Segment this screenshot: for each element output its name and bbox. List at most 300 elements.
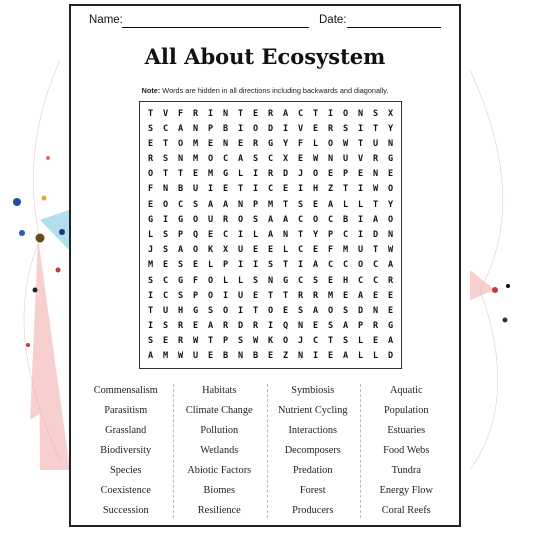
grid-letter[interactable]: E xyxy=(327,275,334,286)
grid-letter[interactable]: I xyxy=(357,123,364,134)
grid-letter[interactable]: T xyxy=(312,108,319,119)
grid-letter[interactable]: C xyxy=(162,290,169,301)
grid-letter[interactable]: S xyxy=(312,275,319,286)
grid-letter[interactable]: G xyxy=(147,214,154,225)
grid-letter[interactable]: I xyxy=(327,108,334,119)
grid-letter[interactable]: R xyxy=(222,321,229,332)
network-node-icon xyxy=(56,268,61,273)
grid-letter[interactable]: C xyxy=(177,199,184,210)
grid-letter[interactable]: E xyxy=(372,290,379,301)
grid-letter[interactable]: I xyxy=(267,321,274,332)
grid-letter[interactable]: F xyxy=(192,275,199,286)
grid-letter[interactable]: S xyxy=(297,305,304,316)
grid-letter[interactable]: L xyxy=(252,229,259,240)
grid-letter[interactable]: P xyxy=(252,199,259,210)
grid-letter[interactable]: S xyxy=(297,199,304,210)
grid-letter[interactable]: I xyxy=(282,123,289,134)
grid-letter[interactable]: U xyxy=(237,245,244,256)
grid-letter[interactable]: L xyxy=(357,336,364,347)
grid-letter[interactable]: B xyxy=(222,123,229,134)
grid-letter[interactable]: C xyxy=(297,214,304,225)
grid-letter[interactable]: T xyxy=(267,290,274,301)
grid-letter[interactable]: E xyxy=(327,351,334,362)
grid-letter[interactable]: D xyxy=(357,305,364,316)
grid-letter[interactable]: T xyxy=(282,260,289,271)
grid-letter[interactable]: R xyxy=(222,214,229,225)
grid-letter[interactable]: S xyxy=(372,108,379,119)
grid-letter[interactable]: D xyxy=(282,169,289,180)
instructions-note xyxy=(71,86,459,95)
grid-letter[interactable]: P xyxy=(222,336,229,347)
word-list-item: Predation xyxy=(293,464,333,476)
grid-letter[interactable]: T xyxy=(252,305,259,316)
grid-letter[interactable]: A xyxy=(177,123,184,134)
grid-letter[interactable]: E xyxy=(312,199,319,210)
grid-letter[interactable]: L xyxy=(357,199,364,210)
grid-letter[interactable]: E xyxy=(267,351,274,362)
grid-letter[interactable]: R xyxy=(252,321,259,332)
grid-letter[interactable]: I xyxy=(252,169,259,180)
grid-letter[interactable]: C xyxy=(222,229,229,240)
grid-letter[interactable]: M xyxy=(327,290,334,301)
grid-letter[interactable]: E xyxy=(327,169,334,180)
grid-letter[interactable]: O xyxy=(327,305,334,316)
grid-letter[interactable]: S xyxy=(192,199,199,210)
grid-letter[interactable]: R xyxy=(312,290,319,301)
grid-letter[interactable]: T xyxy=(357,138,364,149)
grid-letter[interactable]: J xyxy=(297,336,304,347)
grid-letter[interactable]: T xyxy=(237,108,244,119)
grid-letter[interactable]: N xyxy=(372,169,379,180)
grid-letter[interactable]: O xyxy=(207,275,214,286)
grid-letter[interactable]: A xyxy=(267,214,274,225)
grid-letter[interactable]: V xyxy=(162,108,169,119)
grid-letter[interactable]: N xyxy=(222,138,229,149)
grid-letter[interactable]: E xyxy=(312,245,319,256)
grid-letter[interactable]: A xyxy=(342,321,349,332)
grid-letter[interactable]: G xyxy=(177,275,184,286)
grid-letter[interactable]: Y xyxy=(312,229,319,240)
grid-letter[interactable]: O xyxy=(192,245,199,256)
grid-letter[interactable]: S xyxy=(267,260,274,271)
grid-letter[interactable]: C xyxy=(267,154,274,165)
grid-letter[interactable]: W xyxy=(177,351,184,362)
grid-letter[interactable]: W xyxy=(192,336,199,347)
page-title: All About Ecosystem xyxy=(144,44,386,69)
grid-letter[interactable]: N xyxy=(162,184,169,195)
grid-letter[interactable]: L xyxy=(357,351,364,362)
grid-letter[interactable]: I xyxy=(252,260,259,271)
grid-letter[interactable]: H xyxy=(177,305,184,316)
grid-letter[interactable]: S xyxy=(162,321,169,332)
grid-letter[interactable]: B xyxy=(177,184,184,195)
grid-letter[interactable]: S xyxy=(177,260,184,271)
grid-letter[interactable]: F xyxy=(177,108,184,119)
grid-letter[interactable]: S xyxy=(327,321,334,332)
grid-letter[interactable]: L xyxy=(207,260,214,271)
grid-letter[interactable]: H xyxy=(342,275,349,286)
grid-letter[interactable]: T xyxy=(372,123,379,134)
grid-letter[interactable]: A xyxy=(207,199,214,210)
grid-letter[interactable]: R xyxy=(177,321,184,332)
grid-letter[interactable]: Y xyxy=(282,138,289,149)
grid-letter[interactable]: H xyxy=(312,184,319,195)
grid-letter[interactable]: U xyxy=(162,305,169,316)
grid-letter[interactable]: U xyxy=(192,351,199,362)
grid-letter[interactable]: O xyxy=(207,290,214,301)
grid-letter[interactable]: I xyxy=(252,184,259,195)
grid-letter[interactable]: K xyxy=(267,336,274,347)
grid-letter[interactable]: E xyxy=(162,260,169,271)
grid-letter[interactable]: J xyxy=(147,245,154,256)
grid-letter[interactable]: E xyxy=(312,123,319,134)
grid-letter[interactable]: O xyxy=(162,199,169,210)
grid-letter[interactable]: L xyxy=(222,275,229,286)
grid-letter[interactable]: M xyxy=(342,245,349,256)
grid-letter[interactable]: O xyxy=(252,123,259,134)
grid-letter[interactable]: O xyxy=(312,169,319,180)
grid-letter[interactable]: M xyxy=(162,351,169,362)
grid-letter[interactable]: L xyxy=(342,199,349,210)
word-search-worksheet xyxy=(69,4,461,527)
grid-letter[interactable]: N xyxy=(387,138,394,149)
grid-letter[interactable]: G xyxy=(267,138,274,149)
grid-letter[interactable]: R xyxy=(267,169,274,180)
grid-letter[interactable]: C xyxy=(297,245,304,256)
grid-letter[interactable]: S xyxy=(252,154,259,165)
grid-letter[interactable]: Q xyxy=(192,229,199,240)
grid-letter[interactable]: O xyxy=(237,214,244,225)
grid-letter[interactable]: U xyxy=(207,214,214,225)
grid-letter[interactable]: C xyxy=(327,214,334,225)
grid-letter[interactable]: E xyxy=(387,290,394,301)
grid-letter[interactable]: R xyxy=(267,108,274,119)
grid-letter[interactable]: N xyxy=(372,305,379,316)
grid-letter[interactable]: R xyxy=(177,336,184,347)
grid-letter[interactable]: E xyxy=(207,138,214,149)
grid-letter[interactable]: I xyxy=(297,184,304,195)
grid-letter[interactable]: R xyxy=(297,290,304,301)
grid-letter[interactable]: I xyxy=(147,290,154,301)
grid-letter[interactable]: C xyxy=(297,275,304,286)
grid-letter[interactable]: G xyxy=(282,275,289,286)
grid-letter[interactable]: T xyxy=(237,184,244,195)
grid-letter[interactable]: C xyxy=(342,260,349,271)
grid-letter[interactable]: I xyxy=(312,351,319,362)
grid-letter[interactable]: C xyxy=(162,275,169,286)
grid-letter[interactable]: P xyxy=(207,123,214,134)
grid-letter[interactable]: Z xyxy=(282,351,289,362)
grid-letter[interactable]: S xyxy=(162,229,169,240)
grid-letter[interactable]: O xyxy=(357,260,364,271)
grid-letter[interactable]: C xyxy=(297,108,304,119)
grid-letter[interactable]: O xyxy=(207,154,214,165)
grid-letter[interactable]: E xyxy=(192,260,199,271)
grid-letter[interactable]: U xyxy=(372,138,379,149)
grid-letter[interactable]: L xyxy=(312,138,319,149)
word-list-item: Resilience xyxy=(197,504,241,516)
grid-letter[interactable]: E xyxy=(387,305,394,316)
word-list-item: Interactions xyxy=(288,424,338,436)
grid-letter[interactable]: E xyxy=(252,245,259,256)
grid-letter[interactable]: N xyxy=(357,108,364,119)
grid-letter[interactable]: S xyxy=(162,154,169,165)
grid-letter[interactable]: E xyxy=(312,321,319,332)
grid-letter[interactable]: R xyxy=(252,138,259,149)
grid-letter[interactable]: T xyxy=(147,305,154,316)
grid-letter[interactable]: L xyxy=(282,245,289,256)
grid-letter[interactable]: Y xyxy=(387,123,394,134)
grid-letter[interactable]: A xyxy=(282,108,289,119)
grid-letter[interactable]: N xyxy=(237,351,244,362)
grid-letter[interactable]: F xyxy=(147,184,154,195)
grid-letter[interactable]: I xyxy=(237,229,244,240)
grid-letter[interactable]: I xyxy=(207,184,214,195)
grid-letter[interactable]: P xyxy=(342,169,349,180)
grid-letter[interactable]: U xyxy=(192,184,199,195)
grid-letter[interactable]: E xyxy=(282,305,289,316)
grid-letter[interactable]: A xyxy=(237,154,244,165)
grid-letter[interactable]: Q xyxy=(282,321,289,332)
grid-letter[interactable]: M xyxy=(147,260,154,271)
grid-letter[interactable]: T xyxy=(177,169,184,180)
grid-letter[interactable]: O xyxy=(327,138,334,149)
grid-letter[interactable]: R xyxy=(372,321,379,332)
grid-letter[interactable]: E xyxy=(357,169,364,180)
grid-letter[interactable]: O xyxy=(147,169,154,180)
grid-letter[interactable]: P xyxy=(192,290,199,301)
grid-letter[interactable]: T xyxy=(327,336,334,347)
grid-letter[interactable]: A xyxy=(387,336,394,347)
grid-letter[interactable]: A xyxy=(267,229,274,240)
grid-letter[interactable]: E xyxy=(297,154,304,165)
grid-letter[interactable]: Z xyxy=(327,184,334,195)
grid-letter[interactable]: R xyxy=(372,154,379,165)
grid-letter[interactable]: E xyxy=(162,336,169,347)
grid-letter[interactable]: W xyxy=(372,184,379,195)
grid-letter[interactable]: O xyxy=(312,214,319,225)
grid-letter[interactable]: A xyxy=(282,214,289,225)
grid-letter[interactable]: L xyxy=(237,275,244,286)
grid-letter[interactable]: S xyxy=(147,123,154,134)
grid-letter[interactable]: G xyxy=(387,154,394,165)
grid-letter[interactable]: T xyxy=(372,245,379,256)
grid-letter[interactable]: I xyxy=(357,214,364,225)
grid-letter[interactable]: K xyxy=(207,245,214,256)
grid-letter[interactable]: U xyxy=(357,245,364,256)
grid-letter[interactable]: S xyxy=(147,336,154,347)
grid-letter[interactable]: O xyxy=(177,138,184,149)
grid-letter[interactable]: M xyxy=(267,199,274,210)
grid-letter[interactable]: A xyxy=(177,245,184,256)
grid-letter[interactable]: I xyxy=(237,260,244,271)
grid-letter[interactable]: C xyxy=(357,275,364,286)
grid-letter[interactable]: S xyxy=(207,305,214,316)
grid-letter[interactable]: I xyxy=(237,305,244,316)
grid-letter[interactable]: N xyxy=(267,275,274,286)
grid-letter[interactable]: L xyxy=(237,169,244,180)
grid-letter[interactable]: A xyxy=(327,199,334,210)
grid-letter[interactable]: I xyxy=(222,290,229,301)
grid-letter[interactable]: A xyxy=(312,260,319,271)
word-list-item: Estuaries xyxy=(387,424,426,436)
grid-letter[interactable]: N xyxy=(297,351,304,362)
grid-letter[interactable]: E xyxy=(387,169,394,180)
grid-letter[interactable]: A xyxy=(387,260,394,271)
grid-letter[interactable]: I xyxy=(207,108,214,119)
grid-letter[interactable]: D xyxy=(387,351,394,362)
grid-letter[interactable]: B xyxy=(252,351,259,362)
grid-letter[interactable]: O xyxy=(387,214,394,225)
grid-letter[interactable]: N xyxy=(297,321,304,332)
grid-letter[interactable]: B xyxy=(342,214,349,225)
grid-letter[interactable]: E xyxy=(192,321,199,332)
grid-letter[interactable]: E xyxy=(252,290,259,301)
grid-letter[interactable]: E xyxy=(372,336,379,347)
grid-letter[interactable]: O xyxy=(282,336,289,347)
grid-letter[interactable]: P xyxy=(222,260,229,271)
grid-letter[interactable]: E xyxy=(192,169,199,180)
grid-letter[interactable]: T xyxy=(162,138,169,149)
grid-letter[interactable]: B xyxy=(222,351,229,362)
grid-letter[interactable]: R xyxy=(192,108,199,119)
grid-letter[interactable]: I xyxy=(297,260,304,271)
grid-letter[interactable]: A xyxy=(357,290,364,301)
grid-letter[interactable]: I xyxy=(357,229,364,240)
grid-letter[interactable]: I xyxy=(162,214,169,225)
grid-letter[interactable]: S xyxy=(147,275,154,286)
grid-letter[interactable]: I xyxy=(357,184,364,195)
grid-letter[interactable]: J xyxy=(297,169,304,180)
grid-letter[interactable]: D xyxy=(372,229,379,240)
grid-letter[interactable]: U xyxy=(237,290,244,301)
grid-letter[interactable]: L xyxy=(147,229,154,240)
grid-letter[interactable]: G xyxy=(192,305,199,316)
grid-letter[interactable]: S xyxy=(342,305,349,316)
grid-letter[interactable]: N xyxy=(177,154,184,165)
grid-letter[interactable]: O xyxy=(342,108,349,119)
grid-letter[interactable]: M xyxy=(192,138,199,149)
grid-letter[interactable]: N xyxy=(387,229,394,240)
grid-letter[interactable]: O xyxy=(267,305,274,316)
grid-letter[interactable]: T xyxy=(147,108,154,119)
grid-letter[interactable]: W xyxy=(342,138,349,149)
grid-letter[interactable]: O xyxy=(222,305,229,316)
grid-letter[interactable]: T xyxy=(372,199,379,210)
grid-letter[interactable]: I xyxy=(147,321,154,332)
grid-letter[interactable]: E xyxy=(267,245,274,256)
grid-letter[interactable]: E xyxy=(207,229,214,240)
grid-letter[interactable]: C xyxy=(327,260,334,271)
grid-letter[interactable]: C xyxy=(372,275,379,286)
grid-letter[interactable]: N xyxy=(237,199,244,210)
grid-letter[interactable]: A xyxy=(312,305,319,316)
grid-letter[interactable]: C xyxy=(372,260,379,271)
word-list-item: Commensalism xyxy=(93,384,158,396)
grid-letter[interactable]: U xyxy=(342,154,349,165)
grid-letter[interactable]: T xyxy=(342,184,349,195)
word-list-item: Decomposers xyxy=(284,444,341,456)
grid-letter[interactable]: O xyxy=(387,184,394,195)
grid-letter[interactable]: N xyxy=(192,123,199,134)
grid-letter[interactable]: G xyxy=(222,169,229,180)
grid-letter[interactable]: P xyxy=(357,321,364,332)
grid-letter[interactable]: G xyxy=(387,321,394,332)
grid-letter[interactable]: Y xyxy=(387,199,394,210)
grid-letter[interactable]: C xyxy=(342,229,349,240)
grid-letter[interactable]: A xyxy=(222,199,229,210)
grid-letter[interactable]: A xyxy=(372,214,379,225)
grid-letter[interactable]: S xyxy=(177,290,184,301)
grid-letter[interactable]: C xyxy=(222,154,229,165)
grid-letter[interactable]: N xyxy=(327,154,334,165)
grid-letter[interactable]: N xyxy=(222,108,229,119)
grid-letter[interactable]: S xyxy=(342,123,349,134)
grid-letter[interactable]: E xyxy=(282,184,289,195)
grid-letter[interactable]: X xyxy=(222,245,229,256)
grid-letter[interactable]: E xyxy=(222,184,229,195)
grid-letter[interactable]: T xyxy=(282,199,289,210)
grid-letter[interactable]: D xyxy=(267,123,274,134)
grid-letter[interactable]: A xyxy=(342,351,349,362)
grid-letter[interactable]: M xyxy=(192,154,199,165)
grid-letter[interactable]: A xyxy=(147,351,154,362)
grid-letter[interactable]: R xyxy=(147,154,154,165)
grid-letter[interactable]: V xyxy=(297,123,304,134)
grid-letter[interactable]: E xyxy=(342,290,349,301)
grid-letter[interactable]: N xyxy=(282,229,289,240)
grid-letter[interactable]: G xyxy=(177,214,184,225)
grid-letter[interactable]: C xyxy=(267,184,274,195)
word-list-item: Pollution xyxy=(200,424,239,436)
grid-letter[interactable]: P xyxy=(327,229,334,240)
grid-letter[interactable]: W xyxy=(387,245,394,256)
grid-letter[interactable]: X xyxy=(387,108,394,119)
grid-letter[interactable]: E xyxy=(147,138,154,149)
grid-letter[interactable]: F xyxy=(327,245,334,256)
grid-letter[interactable]: W xyxy=(252,336,259,347)
grid-letter[interactable]: S xyxy=(237,336,244,347)
grid-letter[interactable]: S xyxy=(252,275,259,286)
grid-letter[interactable]: O xyxy=(192,214,199,225)
grid-letter[interactable]: E xyxy=(237,138,244,149)
grid-letter[interactable]: V xyxy=(357,154,364,165)
grid-letter[interactable]: T xyxy=(162,169,169,180)
grid-letter[interactable]: I xyxy=(237,123,244,134)
grid-letter[interactable]: F xyxy=(297,138,304,149)
grid-letter[interactable]: C xyxy=(162,123,169,134)
grid-letter[interactable]: T xyxy=(207,336,214,347)
grid-letter[interactable]: L xyxy=(372,351,379,362)
grid-letter[interactable]: S xyxy=(342,336,349,347)
grid-letter[interactable]: T xyxy=(297,229,304,240)
grid-letter[interactable]: X xyxy=(282,154,289,165)
grid-letter[interactable]: P xyxy=(177,229,184,240)
grid-letter[interactable]: T xyxy=(282,290,289,301)
grid-letter[interactable]: W xyxy=(312,154,319,165)
grid-letter[interactable]: E xyxy=(147,199,154,210)
grid-letter[interactable]: S xyxy=(162,245,169,256)
grid-letter[interactable]: D xyxy=(237,321,244,332)
grid-letter[interactable]: S xyxy=(252,214,259,225)
grid-letter[interactable]: M xyxy=(207,169,214,180)
grid-letter[interactable]: C xyxy=(312,336,319,347)
grid-letter[interactable]: E xyxy=(252,108,259,119)
grid-letter[interactable]: A xyxy=(207,321,214,332)
grid-letter[interactable]: R xyxy=(327,123,334,134)
grid-letter[interactable]: R xyxy=(387,275,394,286)
grid-letter[interactable]: E xyxy=(207,351,214,362)
